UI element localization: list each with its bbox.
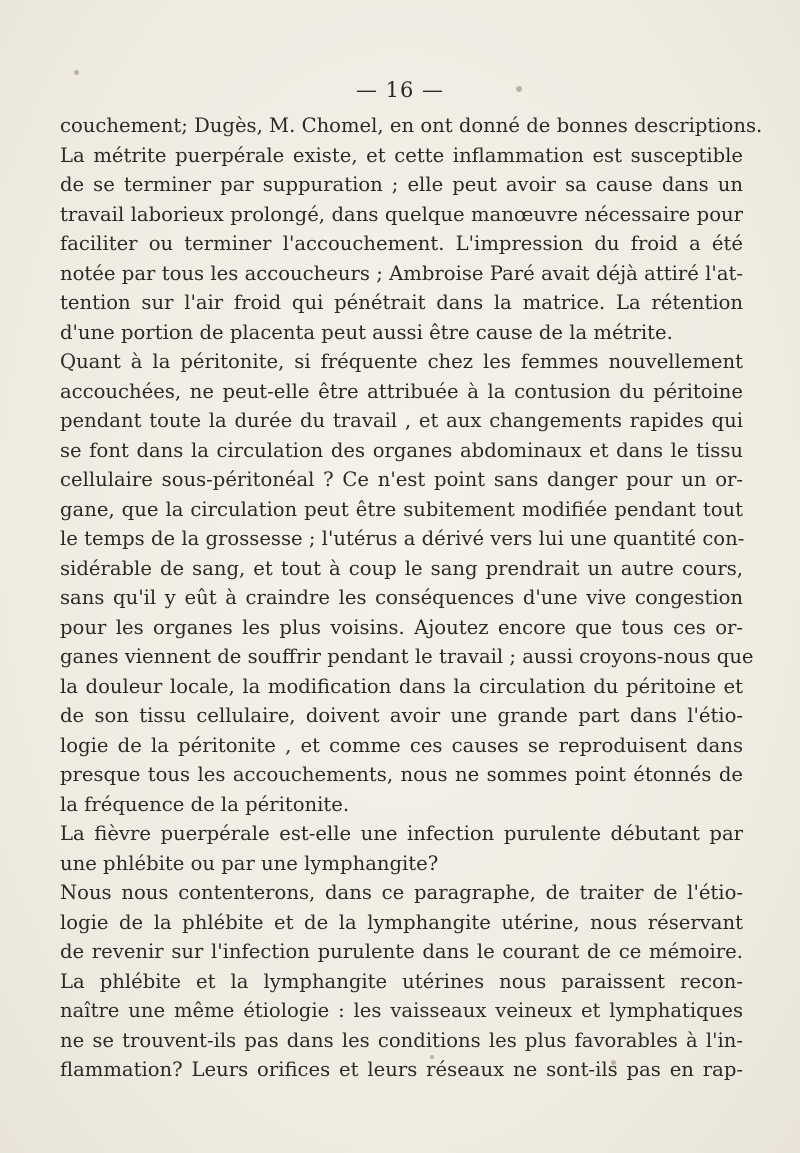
body-text	[60, 111, 763, 1085]
text-line: pendant toute la durée du travail , et aux changements rapides qui	[60, 409, 743, 432]
text-line: sidérable de sang, et tout à coup le sang prendrait un autre cours,	[60, 556, 743, 580]
text-line: la fréquence de la péritonite.	[60, 792, 350, 816]
text-line: notée par tous les accoucheurs ; Ambroise Paré avait déjà attiré l'at-	[60, 261, 743, 285]
text-line: travail laborieux prolongé, dans quelque manœuvre nécessaire pour	[60, 202, 743, 226]
text-line: gane, que la circulation peut être subitement modifiée pendant tout	[60, 497, 743, 521]
text-line: Quant à la péritonite, si fréquente chez les femmes nouvellement	[60, 350, 743, 373]
paper-speck	[74, 70, 79, 75]
text-line: La phlébite et la lymphangite utérines nous paraissent recon-	[60, 969, 743, 993]
text-line: tention sur l'air froid qui pénétrait dans la matrice. La rétention	[60, 291, 743, 314]
text-line: le temps de la grossesse ; l'utérus a dérivé vers lui une quantité con-	[60, 527, 745, 550]
text-line: La fièvre puerpérale est-elle une infection purulente débutant par	[60, 822, 743, 845]
text-line: se font dans la circulation des organes abdominaux et dans le tissu	[60, 438, 743, 462]
text-line: logie de la péritonite , et comme ces causes se reproduisent dans	[60, 733, 743, 757]
text-line: d'une portion de placenta peut aussi être cause de la métrite.	[60, 320, 673, 344]
text-line: La métrite puerpérale existe, et cette inflammation est susceptible	[60, 143, 743, 167]
text-line: cellulaire sous-péritonéal ? Ce n'est point sans danger pour un or-	[60, 468, 743, 491]
text-line: accouchées, ne peut-elle être attribuée à la contusion du péritoine	[60, 379, 743, 403]
text-line: de revenir sur l'infection purulente dans le courant de ce mémoire.	[60, 940, 743, 963]
text-line: ganes viennent de souffrir pendant le travail ; aussi croyons-nous que	[60, 645, 754, 668]
text-line: couchement; Dugès, M. Chomel, en ont donné de bonnes descriptions.	[60, 114, 763, 137]
text-line: de son tissu cellulaire, doivent avoir une grande part dans l'étio-	[60, 704, 743, 727]
text-line: flammation? Leurs orifices et leurs réseaux ne sont-ils pas en rap-	[60, 1058, 743, 1081]
text-line: de se terminer par suppuration ; elle peut avoir sa cause dans un	[60, 173, 743, 196]
text-line: pour les organes les plus voisins. Ajoutez encore que tous ces or-	[60, 615, 743, 639]
text-line: Nous nous contenterons, dans ce paragraphe, de traiter de l'étio-	[60, 881, 743, 904]
text-line: une phlébite ou par une lymphangite?	[60, 851, 439, 875]
text-line: presque tous les accouchements, nous ne sommes point étonnés de	[60, 763, 743, 786]
text-line: faciliter ou terminer l'accouchement. L'impression du froid a été	[60, 232, 743, 255]
text-line: naître une même étiologie : les vaisseaux veineux et lymphatiques	[60, 999, 743, 1022]
text-line: sans qu'il y eût à craindre les conséquences d'une vive congestion	[60, 586, 743, 609]
page-number: — 16 —	[355, 78, 445, 102]
text-line: logie de la phlébite et de la lymphangite utérine, nous réservant	[60, 910, 743, 934]
text-line: la douleur locale, la modification dans la circulation du péritoine et	[60, 674, 743, 698]
text-line: ne se trouvent-ils pas dans les conditions les plus favorables à l'in-	[60, 1028, 743, 1052]
